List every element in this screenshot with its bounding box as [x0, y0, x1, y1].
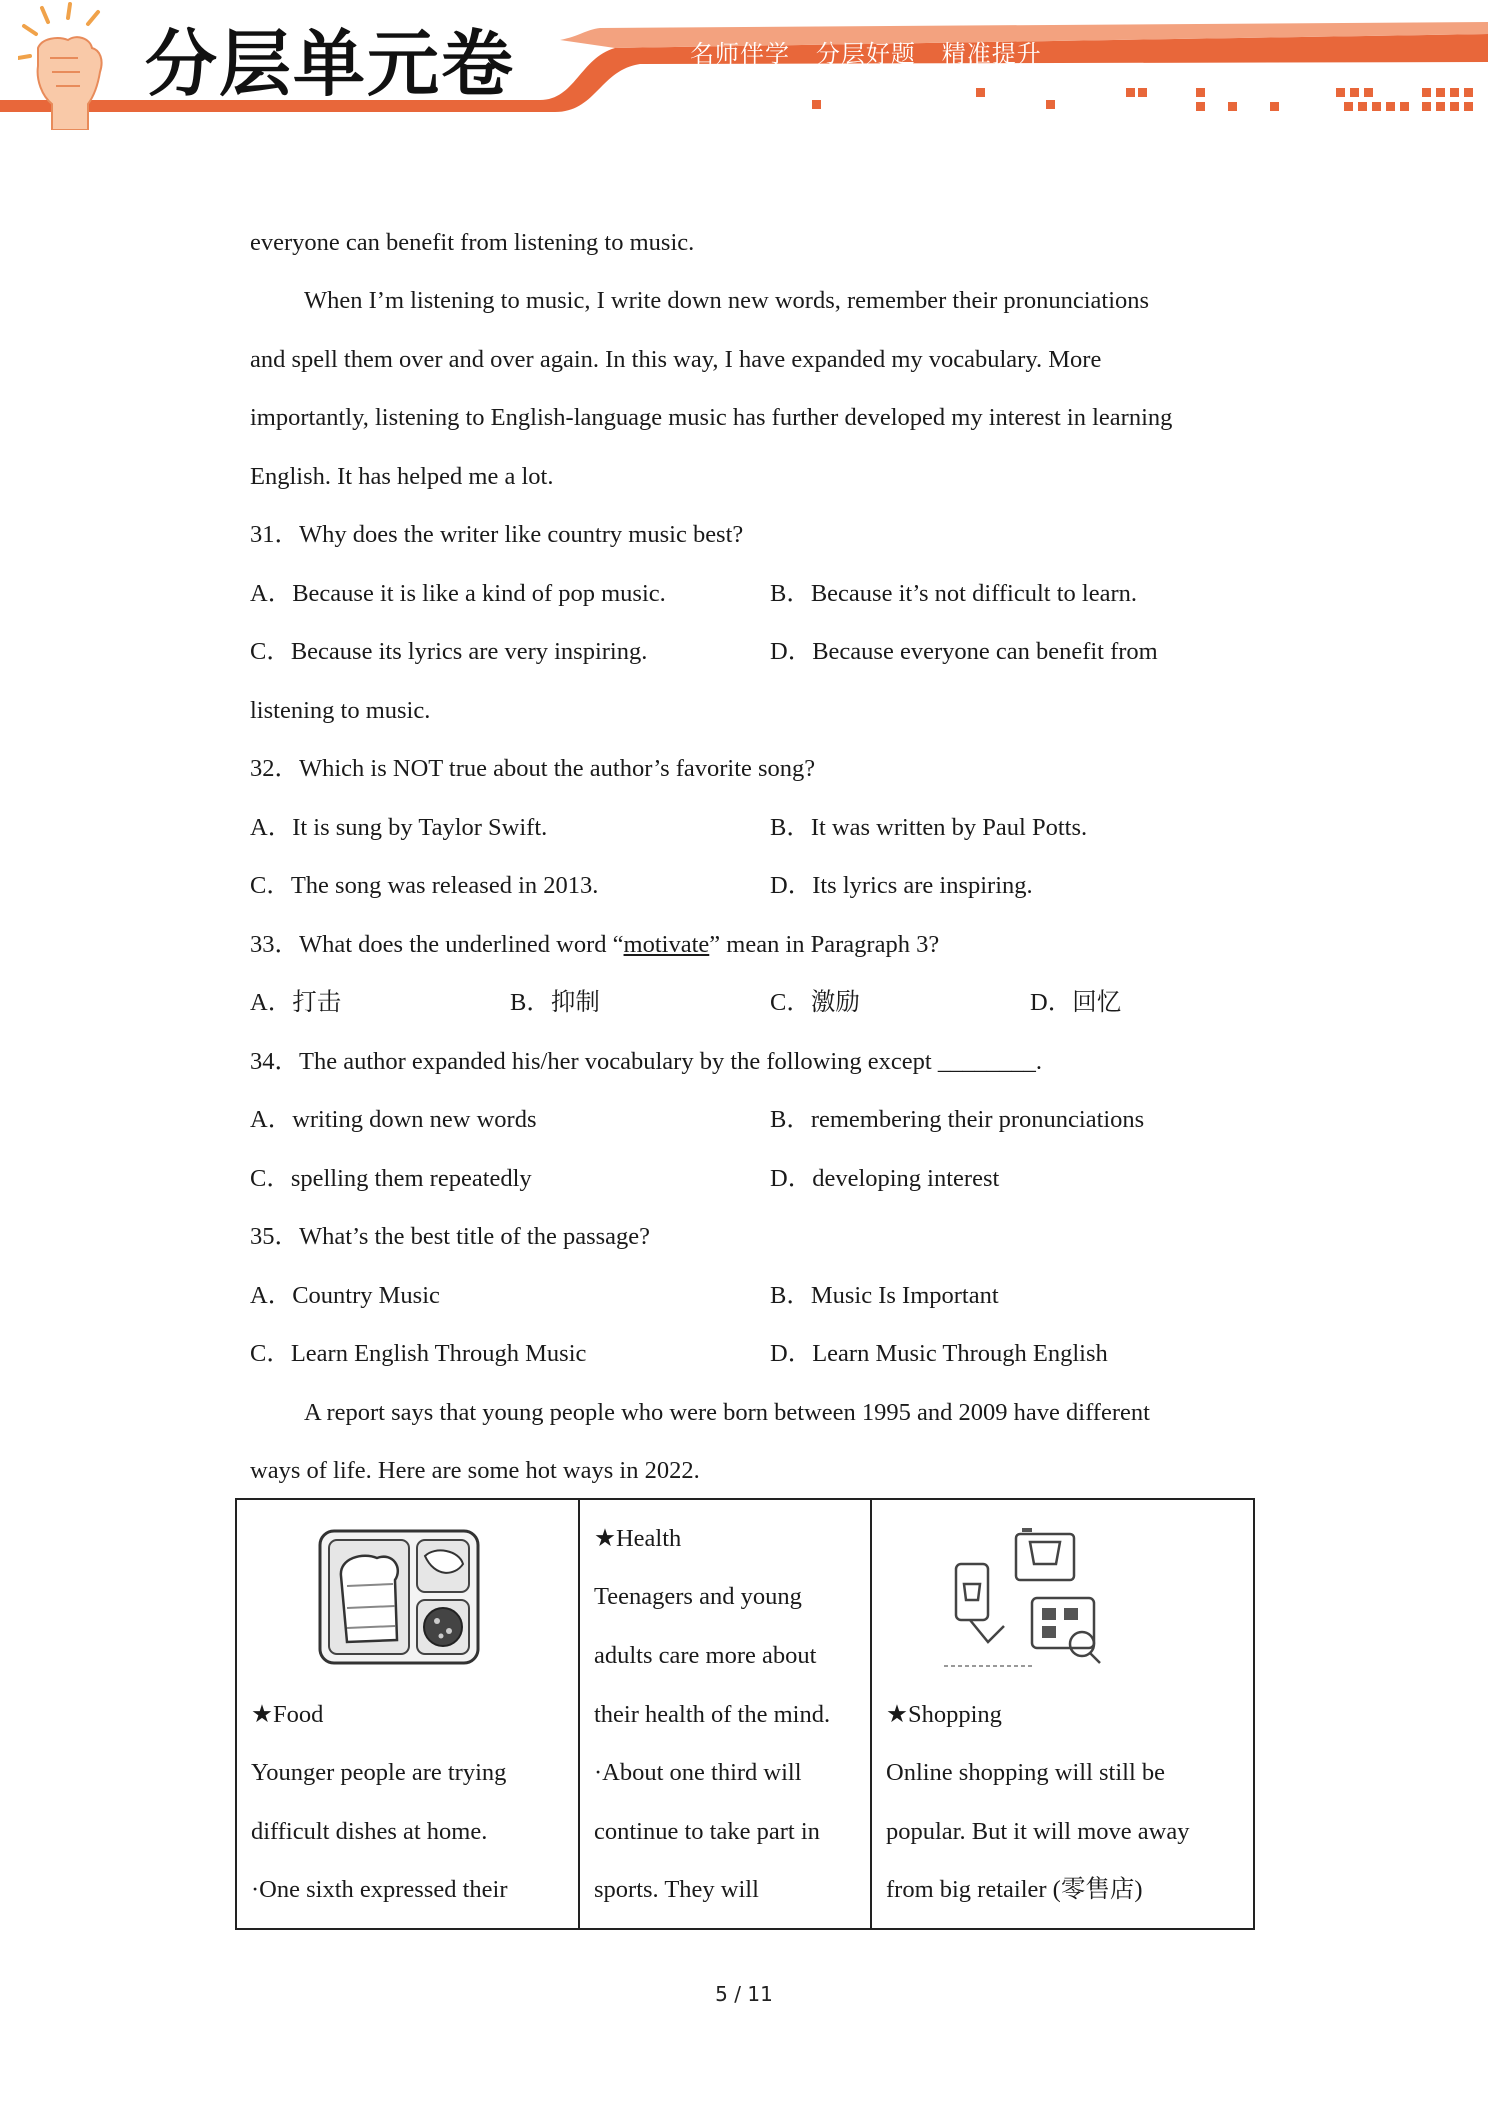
question-32-stem: 32．Which is NOT true about the author’s favorite song? — [250, 755, 816, 782]
shopping-cell — [871, 1499, 1254, 1929]
food-heading: ★Food — [251, 1701, 324, 1728]
health-text: sports. They will — [594, 1876, 759, 1903]
q32-option-c: C．The song was released in 2013. — [250, 872, 599, 899]
health-text: continue to take part in — [594, 1818, 820, 1845]
shopping-heading: ★Shopping — [886, 1701, 1002, 1728]
q32-option-d: D．Its lyrics are inspiring. — [770, 872, 1033, 899]
q34-option-b: B．remembering their pronunciations — [770, 1106, 1145, 1133]
passage-line: When I’m listening to music, I write down new words, remember their pronunciations — [304, 287, 1150, 314]
q34-option-d: D．developing interest — [770, 1165, 1000, 1192]
health-text: ·About one third will — [594, 1759, 802, 1786]
health-text: Teenagers and young — [594, 1583, 802, 1610]
q32-option-b: B．It was written by Paul Potts. — [770, 814, 1088, 841]
q35-option-a: A．Country Music — [250, 1282, 440, 1309]
q35-option-b: B．Music Is Important — [770, 1282, 999, 1309]
question-35-stem: 35．What’s the best title of the passage? — [250, 1223, 651, 1250]
q31-option-d: D．Because everyone can benefit from — [770, 638, 1158, 665]
q33-stem-pre: 33．What does the underlined word “ — [250, 931, 624, 958]
shopping-text: from big retailer (零售店) — [886, 1876, 1143, 1903]
q31-option-c: C．Because its lyrics are very inspiring. — [250, 638, 648, 665]
q32-option-a: A．It is sung by Taylor Swift. — [250, 814, 548, 841]
q33-stem-post: ” mean in Paragraph 3? — [709, 931, 940, 958]
q33-option-b: B．抑制 — [510, 989, 600, 1016]
passage-line: importantly, listening to English-language music has further developed my interest in learning — [250, 404, 1173, 431]
health-text: adults care more about — [594, 1642, 817, 1669]
passage-line: and spell them over and over again. In this way, I have expanded my vocabulary. More — [250, 346, 1102, 373]
q35-option-d: D．Learn Music Through English — [770, 1340, 1108, 1367]
brand-title: 分层单元卷 — [145, 22, 516, 106]
passage-line: everyone can benefit from listening to music. — [250, 229, 695, 256]
fist-icon — [18, 0, 128, 130]
shopping-text: popular. But it will move away — [886, 1818, 1190, 1845]
q33-option-a: A．打击 — [250, 989, 342, 1016]
question-34-stem: 34．The author expanded his/her vocabulary by the following except ________. — [250, 1048, 1042, 1075]
food-cell — [236, 1499, 579, 1929]
q34-option-c: C．spelling them repeatedly — [250, 1165, 532, 1192]
question-33-stem — [250, 928, 939, 962]
q33-option-c: C．激励 — [770, 989, 860, 1016]
shopping-text: Online shopping will still be — [886, 1759, 1166, 1786]
q33-option-d: D．回忆 — [1030, 989, 1122, 1016]
q35-option-c: C．Learn English Through Music — [250, 1340, 587, 1367]
food-text: difficult dishes at home. — [251, 1818, 488, 1845]
header-slogan: 名师伴学 分层好题 精准提升 — [690, 40, 1042, 68]
underlined-word: motivate — [623, 931, 710, 958]
page-header — [0, 0, 1488, 130]
health-text: their health of the mind. — [594, 1701, 831, 1728]
q34-option-a: A．writing down new words — [250, 1106, 537, 1133]
hot-ways-table — [235, 1498, 1255, 1930]
passage-line: English. It has helped me a lot. — [250, 463, 554, 490]
report-intro-line: A report says that young people who were born between 1995 and 2009 have different — [304, 1399, 1150, 1426]
food-text: ·One sixth expressed their — [251, 1876, 508, 1903]
q31-option-a: A．Because it is like a kind of pop music. — [250, 580, 666, 607]
online-shopping-icon — [934, 1522, 1104, 1672]
q31-option-b: B．Because it’s not difficult to learn. — [770, 580, 1137, 607]
lunchbox-icon — [317, 1528, 481, 1666]
page-number: 5 / 11 — [715, 1982, 773, 2006]
food-text: Younger people are trying — [251, 1759, 507, 1786]
health-cell — [579, 1499, 871, 1929]
health-heading: ★Health — [594, 1525, 682, 1552]
q31-option-d-continued: listening to music. — [250, 697, 431, 724]
question-31-stem: 31．Why does the writer like country music best? — [250, 521, 744, 548]
report-intro-line: ways of life. Here are some hot ways in 2022. — [250, 1457, 700, 1484]
